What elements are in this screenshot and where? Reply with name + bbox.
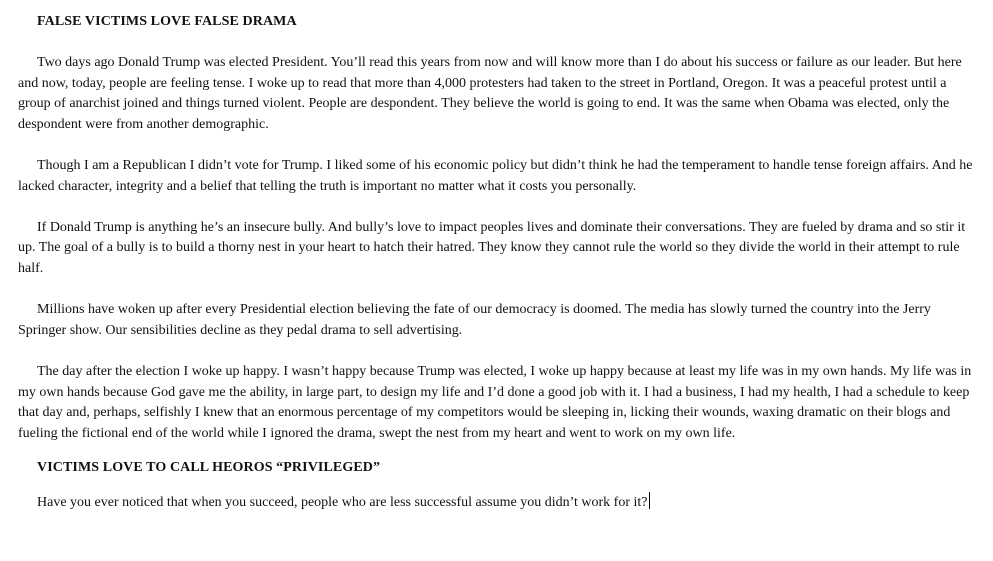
paragraph-millions: Millions have woken up after every Presidential election believing the fate of our democracy is doomed. The media has slowly turned the country into the Jerry Springer show. Our sensibilities decline as they pedal drama to sell advertising. [18,302,931,338]
section-heading-victims-heroes: VICTIMS LOVE TO CALL HEOROS “PRIVILEGED” [37,460,381,476]
paragraph-day-after: The day after the election I woke up happy. I wasn’t happy because Trump was elected, I woke up happy because at least my life was in my own hands. My life was in my own hands because God gave me the ability, in large part, to design my life and I’d done a good job with it. I had a business, I had my health, I had a schedule to keep that day and, perhaps, selfishly I knew that an enormous percentage of my competitors would be sleeping in, licking their wounds, waxing dramatic on their blogs and fueling the fictional end of the world while I ignored the drama, swept the nest from my heart and went to work on my own life. [18,363,972,441]
section-heading-false-victims: FALSE VICTIMS LOVE FALSE DRAMA [37,14,297,29]
paragraph-election: Two days ago Donald Trump was elected President. You’ll read this years from now and will know more than I do about his success or failure as our leader. But here and now, today, people are feeling tense. I woke up to read that more than 4,000 protesters had taken to the street in Portland, Oregon. It was a peaceful protest until a group of anarchist joined and things turned violent. People are despondent. They believe the world is going to end. It was the same when Obama was elected, only the despondent were from another demographic. [18,55,962,132]
paragraph-bully: If Donald Trump is anything he’s an insecure bully. And bully’s love to impact peoples lives and dominate their conversations. They are fueled by drama and so stir it up. The goal of a bully is to build a thorny nest in your heart to hatch their hatred. They know they cannot rule the world so they divide the world in their attempt to rule half. [18,219,966,276]
paragraph-final [18,492,976,514]
text-cursor [649,492,650,509]
paragraph-republican: Though I am a Republican I didn’t vote for Trump. I liked some of his economic policy but didn’t think he had the temperament to handle tense foreign affairs. And he lacked character, integrity and a belief that telling the truth is important no matter what it costs you personally. [18,157,973,194]
paragraph-final-text: Have you ever noticed that when you succeed, people who are less successful assume you didn’t work for it? [37,495,648,511]
document-body[interactable] [18,12,976,514]
